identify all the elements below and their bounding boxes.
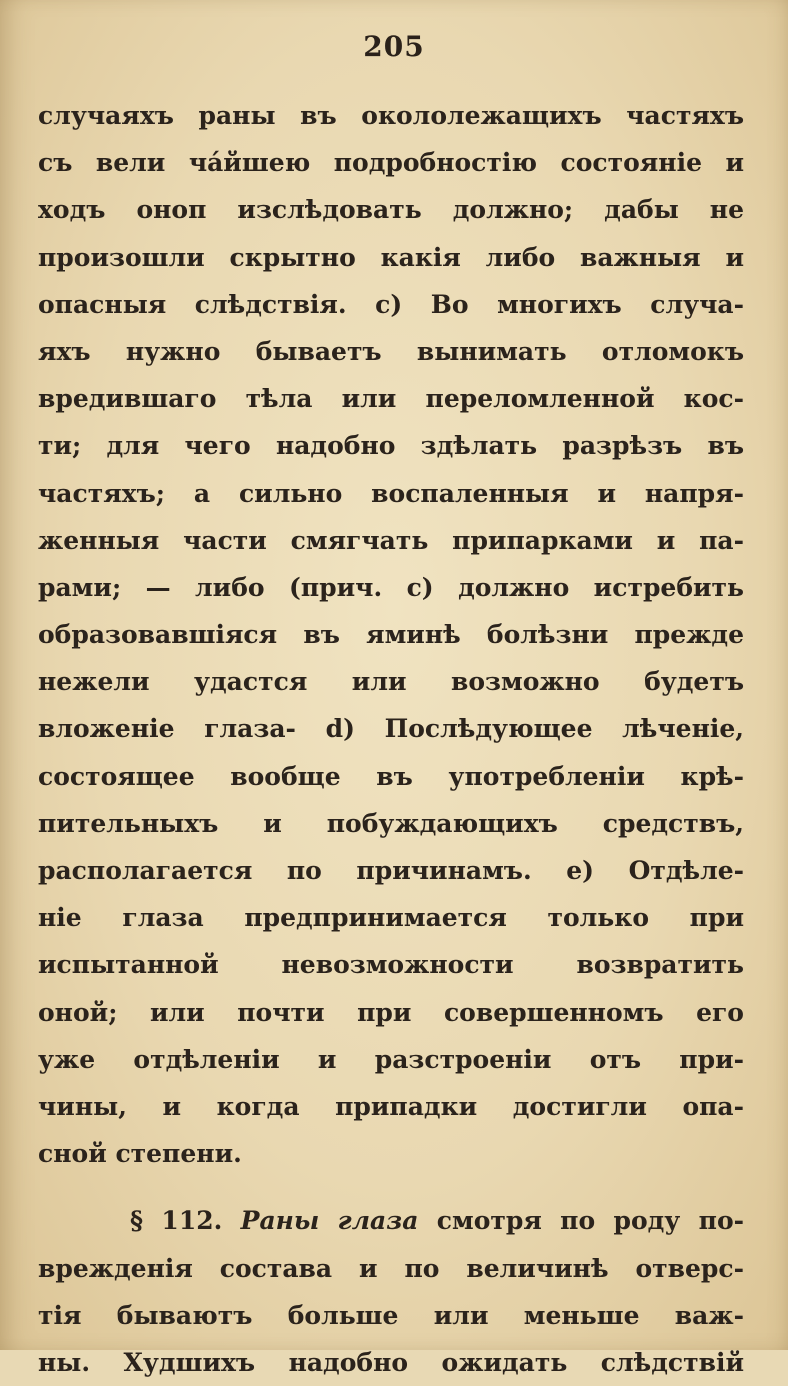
section-first-line-rest: смотря по роду по-	[436, 1206, 744, 1236]
text-line: нежели удастся или возможно будетъ	[38, 667, 744, 697]
text-line: уже отдѣленіи и разстроеніи отъ при-	[38, 1044, 744, 1074]
text-line: опасныя слѣдствія. с) Во многихъ случа-	[38, 289, 744, 319]
section-first-line	[38, 1197, 744, 1244]
text-line: яхъ нужно бываетъ вынимать отломокъ	[38, 336, 744, 366]
text-line: образовавшіяся въ яминѣ болѣзни прежде	[38, 620, 744, 650]
text-line: состоящее вообще въ употребленіи крѣ-	[38, 761, 744, 791]
text-line: женныя части смягчать припарками и па-	[38, 525, 744, 555]
text-line: частяхъ; а сильно воспаленныя и напря-	[38, 478, 744, 508]
text-line: врежденія состава и по величинѣ отверс-	[38, 1253, 744, 1283]
text-line: случаяхъ раны въ окололежащихъ частяхъ	[38, 101, 744, 130]
text-line: испытанной невозможности возвратить	[38, 950, 744, 980]
paragraph-gap	[38, 1177, 744, 1197]
section-number: § 112.	[130, 1206, 223, 1236]
page-number: 205	[363, 30, 425, 63]
text-line: оной; или почти при совершенномъ его	[38, 997, 744, 1027]
text-line: съ вели ча́йшею подробностію состояніе и	[38, 148, 744, 178]
text-line: располагается по причинамъ. е) Отдѣле-	[38, 856, 744, 885]
text-line: рами; — либо (прич. с) должно истребить	[38, 572, 744, 602]
text-line: ти; для чего надобно здѣлать разрѣзъ въ	[38, 431, 744, 461]
section-heading: Раны глаза	[240, 1206, 419, 1236]
text-line: чины, и когда припадки достигли опа-	[38, 1091, 744, 1121]
text-line: ніе глаза предпринимается только при	[38, 903, 744, 933]
text-line: пительныхъ и побуждающихъ средствъ,	[38, 808, 744, 838]
text-line: тія бываютъ больше или меньше важ-	[38, 1300, 744, 1330]
text-line: вложеніе глаза- d) Послѣдующее лѣченіе,	[38, 714, 744, 744]
text-line: ны. Худшихъ надобно ожидать слѣдствій	[38, 1347, 744, 1377]
paragraph-1	[38, 92, 744, 1177]
paragraph-2	[38, 1197, 744, 1386]
text-line: вредившаго тѣла или переломленной кос-	[38, 384, 744, 414]
text-line: сной степени.	[38, 1139, 242, 1169]
body-text	[38, 92, 744, 1386]
text-line: ходъ оноп изслѣдовать должно; дабы не	[38, 195, 744, 225]
text-line: произошли скрытно какія либо важныя и	[38, 242, 744, 272]
